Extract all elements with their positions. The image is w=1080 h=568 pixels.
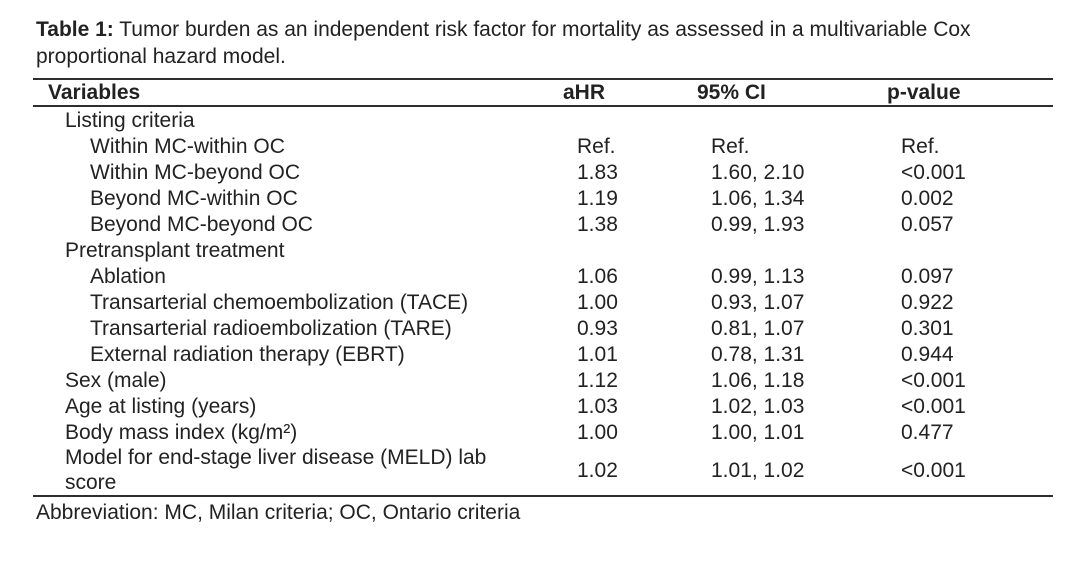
caption-line-1 xyxy=(36,16,1080,43)
caption-line-2: proportional hazard model. xyxy=(36,45,286,68)
p-value: 0.057 xyxy=(901,212,954,236)
ci-value: 0.99, 1.93 xyxy=(711,212,805,236)
ci-value: 1.06, 1.34 xyxy=(711,186,805,210)
ahr-value: 1.02 xyxy=(577,458,618,482)
table-row xyxy=(33,315,1053,341)
cox-model-table xyxy=(33,78,1053,497)
ci-value: 1.60, 2.10 xyxy=(711,160,805,184)
table-row xyxy=(33,237,1053,263)
ci-value: 0.81, 1.07 xyxy=(711,316,805,340)
p-value: Ref. xyxy=(901,134,940,158)
column-header-ci: 95% CI xyxy=(697,81,766,104)
table-row xyxy=(33,367,1053,393)
ci-value: 0.78, 1.31 xyxy=(711,342,805,366)
ahr-value: 1.01 xyxy=(577,342,618,366)
table-row xyxy=(33,185,1053,211)
p-value: 0.097 xyxy=(901,264,954,288)
table-row xyxy=(33,445,1053,495)
ci-value: 1.02, 1.03 xyxy=(711,394,805,418)
table-number: Table 1: xyxy=(36,18,114,41)
table-row xyxy=(33,393,1053,419)
p-value: 0.301 xyxy=(901,316,954,340)
table-row xyxy=(33,263,1053,289)
ahr-value: Ref. xyxy=(577,134,616,158)
table-row xyxy=(33,341,1053,367)
p-value: <0.001 xyxy=(901,458,966,482)
ahr-value: 1.19 xyxy=(577,186,618,210)
row-label: Transarterial radioembolization (TARE) xyxy=(90,316,452,340)
row-label: Ablation xyxy=(90,264,166,288)
p-value: 0.944 xyxy=(901,342,954,366)
table-row xyxy=(33,289,1053,315)
ci-value: 0.99, 1.13 xyxy=(711,264,805,288)
ci-value: 0.93, 1.07 xyxy=(711,290,805,314)
ahr-value: 1.00 xyxy=(577,290,618,314)
column-header-variables: Variables xyxy=(48,81,141,104)
table-row xyxy=(33,133,1053,159)
table-row xyxy=(33,159,1053,185)
row-label: Transarterial chemoembolization (TACE) xyxy=(90,290,469,314)
row-label: Beyond MC-within OC xyxy=(90,186,298,210)
row-label: Within MC-within OC xyxy=(90,134,285,158)
row-label: Sex (male) xyxy=(65,368,167,392)
p-value: 0.002 xyxy=(901,186,954,210)
p-value: <0.001 xyxy=(901,394,966,418)
ahr-value: 1.83 xyxy=(577,160,618,184)
p-value: 0.922 xyxy=(901,290,954,314)
ahr-value: 1.06 xyxy=(577,264,618,288)
table-body xyxy=(33,107,1053,497)
ahr-value: 1.03 xyxy=(577,394,618,418)
row-label: Age at listing (years) xyxy=(65,394,257,418)
table-row xyxy=(33,211,1053,237)
row-label: Within MC-beyond OC xyxy=(90,160,301,184)
p-value: <0.001 xyxy=(901,160,966,184)
abbreviation-footnote: Abbreviation: MC, Milan criteria; OC, Ontario criteria xyxy=(36,501,521,524)
row-label: Pretransplant treatment xyxy=(65,238,285,262)
table-row xyxy=(33,419,1053,445)
ci-value: 1.00, 1.01 xyxy=(711,420,805,444)
table-header-row xyxy=(33,80,1053,107)
ci-value: 1.01, 1.02 xyxy=(711,458,805,482)
ahr-value: 1.38 xyxy=(577,212,618,236)
p-value: 0.477 xyxy=(901,420,954,444)
row-label: Body mass index (kg/m²) xyxy=(65,420,298,444)
ahr-value: 1.12 xyxy=(577,368,618,392)
ci-value: Ref. xyxy=(711,134,750,158)
ahr-value: 0.93 xyxy=(577,316,618,340)
row-label: Model for end-stage liver disease (MELD) lab score xyxy=(65,446,487,494)
ci-value: 1.06, 1.18 xyxy=(711,368,805,392)
row-label: Beyond MC-beyond OC xyxy=(90,212,313,236)
table-caption xyxy=(36,16,1080,70)
column-header-pvalue: p-value xyxy=(887,81,961,104)
caption-text: Tumor burden as an independent risk factor for mortality as assessed in a multivariable Cox xyxy=(113,18,971,41)
row-label: Listing criteria xyxy=(65,108,195,132)
p-value: <0.001 xyxy=(901,368,966,392)
column-header-ahr: aHR xyxy=(563,81,606,104)
row-label: External radiation therapy (EBRT) xyxy=(90,342,405,366)
table-row xyxy=(33,107,1053,133)
ahr-value: 1.00 xyxy=(577,420,618,444)
